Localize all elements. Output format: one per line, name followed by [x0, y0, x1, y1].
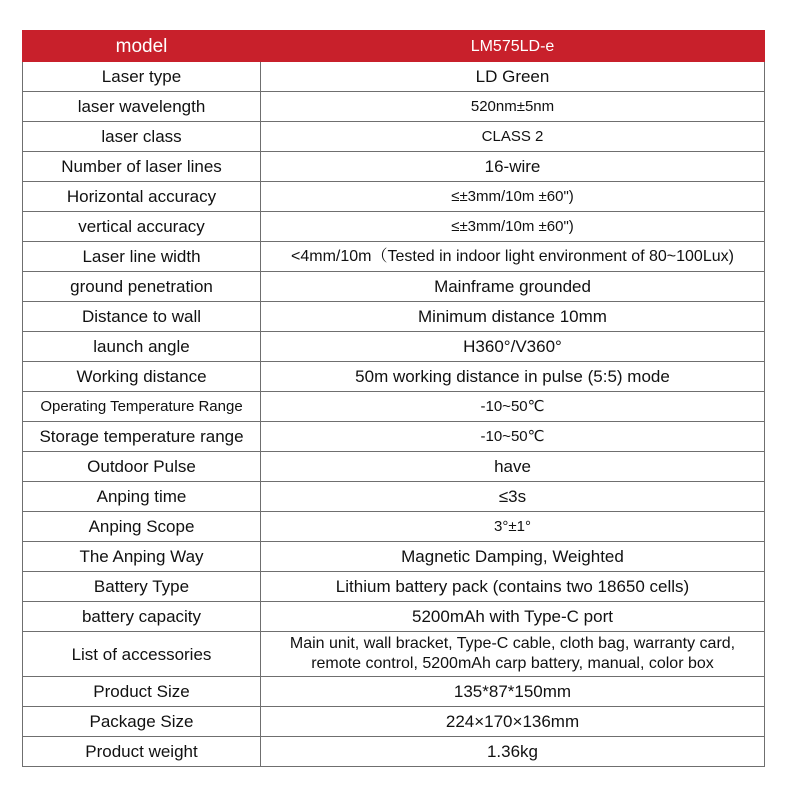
table-row — [23, 272, 765, 302]
row-value: CLASS 2 — [261, 122, 765, 152]
row-value: Lithium battery pack (contains two 18650 cells) — [261, 572, 765, 602]
table-row — [23, 332, 765, 362]
row-value: Magnetic Damping, Weighted — [261, 542, 765, 572]
row-label: launch angle — [23, 332, 261, 362]
row-label: Laser line width — [23, 242, 261, 272]
table-row — [23, 482, 765, 512]
row-value: Main unit, wall bracket, Type-C cable, cloth bag, warranty card, remote control, 5200mAh carp battery, manual, color box — [261, 632, 765, 677]
table-row — [23, 677, 765, 707]
row-value: <4mm/10m（Tested in indoor light environment of 80~100Lux) — [261, 242, 765, 272]
row-value: ≤±3mm/10m ±60") — [261, 212, 765, 242]
row-label: Number of laser lines — [23, 152, 261, 182]
row-value: 224×170×136mm — [261, 707, 765, 737]
table-row — [23, 452, 765, 482]
row-label: vertical accuracy — [23, 212, 261, 242]
row-label: Storage temperature range — [23, 422, 261, 452]
row-label: Horizontal accuracy — [23, 182, 261, 212]
table-row — [23, 422, 765, 452]
row-label: The Anping Way — [23, 542, 261, 572]
row-label: Working distance — [23, 362, 261, 392]
row-value: 135*87*150mm — [261, 677, 765, 707]
row-value: 1.36kg — [261, 737, 765, 767]
row-label: Product weight — [23, 737, 261, 767]
row-label: laser wavelength — [23, 92, 261, 122]
table-row — [23, 182, 765, 212]
spec-table — [22, 30, 765, 767]
row-label: ground penetration — [23, 272, 261, 302]
row-label: Anping Scope — [23, 512, 261, 542]
row-value: 50m working distance in pulse (5:5) mode — [261, 362, 765, 392]
row-value: 3°±1° — [261, 512, 765, 542]
row-value: -10~50℃ — [261, 422, 765, 452]
table-row — [23, 572, 765, 602]
row-value: 520nm±5nm — [261, 92, 765, 122]
table-row — [23, 737, 765, 767]
row-label: Distance to wall — [23, 302, 261, 332]
row-label: Product Size — [23, 677, 261, 707]
table-row — [23, 92, 765, 122]
table-row — [23, 302, 765, 332]
table-row — [23, 362, 765, 392]
row-value: ≤3s — [261, 482, 765, 512]
table-row — [23, 512, 765, 542]
row-label: Laser type — [23, 62, 261, 92]
row-value: -10~50℃ — [261, 392, 765, 422]
table-row — [23, 62, 765, 92]
table-row — [23, 392, 765, 422]
row-label: Outdoor Pulse — [23, 452, 261, 482]
header-label: model — [23, 31, 261, 62]
row-label: Battery Type — [23, 572, 261, 602]
row-value: 5200mAh with Type-C port — [261, 602, 765, 632]
row-label: Operating Temperature Range — [23, 392, 261, 422]
table-row — [23, 212, 765, 242]
row-label: List of accessories — [23, 632, 261, 677]
row-value: 16-wire — [261, 152, 765, 182]
row-value: Minimum distance 10mm — [261, 302, 765, 332]
row-label: laser class — [23, 122, 261, 152]
row-value: LD Green — [261, 62, 765, 92]
row-value: H360°/V360° — [261, 332, 765, 362]
header-value: LM575LD-e — [261, 31, 765, 62]
table-row — [23, 707, 765, 737]
table-row — [23, 542, 765, 572]
row-label: battery capacity — [23, 602, 261, 632]
row-value: ≤±3mm/10m ±60") — [261, 182, 765, 212]
row-label: Package Size — [23, 707, 261, 737]
table-header-row — [23, 31, 765, 62]
row-value: Mainframe grounded — [261, 272, 765, 302]
table-row — [23, 152, 765, 182]
table-row — [23, 122, 765, 152]
row-label: Anping time — [23, 482, 261, 512]
table-row — [23, 242, 765, 272]
table-row — [23, 632, 765, 677]
row-value: have — [261, 452, 765, 482]
table-row — [23, 602, 765, 632]
